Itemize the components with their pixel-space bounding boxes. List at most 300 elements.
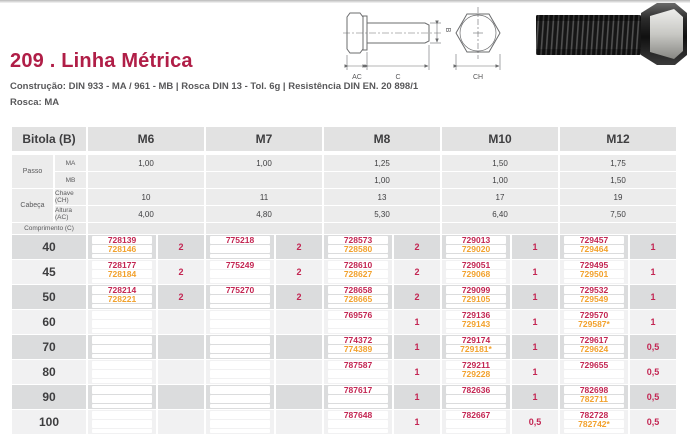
quantity-cell: 1 bbox=[630, 235, 676, 259]
part-number-mb: 729068 bbox=[446, 270, 506, 278]
stripe-blank bbox=[564, 404, 624, 408]
table-header-row bbox=[12, 127, 676, 151]
part-number-ma: 729051 bbox=[446, 261, 506, 269]
stripe-blank bbox=[328, 404, 388, 408]
stripe-blank bbox=[92, 254, 152, 258]
part-number-stack bbox=[206, 335, 274, 359]
part-cell bbox=[560, 335, 676, 359]
part-cell bbox=[324, 385, 440, 409]
part-cell bbox=[88, 335, 204, 359]
part-cell bbox=[442, 335, 558, 359]
spec-value: 4,80 bbox=[206, 206, 322, 222]
thread-type-line: Rosca: MA bbox=[10, 97, 60, 108]
part-number-mb bbox=[328, 395, 388, 403]
part-cell bbox=[206, 360, 322, 384]
part-cell bbox=[88, 285, 204, 309]
part-cell bbox=[206, 385, 322, 409]
quantity-cell bbox=[276, 360, 322, 384]
part-number-mb: 729624 bbox=[564, 345, 624, 353]
quantity-cell bbox=[158, 385, 204, 409]
part-cell bbox=[88, 410, 204, 434]
stripe-blank bbox=[564, 279, 624, 283]
quantity-cell: 1 bbox=[630, 285, 676, 309]
spec-value: 1,50 bbox=[442, 155, 558, 171]
part-number-stack bbox=[324, 410, 392, 434]
quantity-cell bbox=[276, 335, 322, 359]
size-header-m10: M10 bbox=[442, 127, 558, 151]
part-cell bbox=[442, 235, 558, 259]
part-number-stack bbox=[88, 410, 156, 434]
dim-label-b: B bbox=[444, 27, 451, 33]
part-number-mb: 728627 bbox=[328, 270, 388, 278]
part-number-ma: 782728 bbox=[564, 411, 624, 419]
spec-value: 10 bbox=[88, 189, 204, 205]
part-cell bbox=[560, 235, 676, 259]
part-number-mb: 782742* bbox=[564, 420, 624, 428]
part-number-mb bbox=[92, 320, 152, 328]
stripe-blank bbox=[446, 329, 506, 333]
part-number-ma: 729457 bbox=[564, 236, 624, 244]
table-row bbox=[12, 410, 676, 434]
passo-group-label: Passo bbox=[12, 155, 53, 188]
part-number-ma bbox=[92, 311, 152, 319]
part-number-mb bbox=[92, 345, 152, 353]
stripe-blank bbox=[446, 279, 506, 283]
quantity-cell: 2 bbox=[158, 285, 204, 309]
part-number-ma: 769576 bbox=[328, 311, 388, 319]
stripe-blank bbox=[446, 254, 506, 258]
part-number-mb: 728580 bbox=[328, 245, 388, 253]
stripe-blank bbox=[210, 354, 270, 358]
part-number-stack bbox=[324, 335, 392, 359]
part-number-ma: 787648 bbox=[328, 411, 388, 419]
part-cell bbox=[442, 260, 558, 284]
part-number-ma bbox=[210, 411, 270, 419]
part-number-mb bbox=[210, 245, 270, 253]
part-cell bbox=[324, 335, 440, 359]
part-number-stack bbox=[442, 360, 510, 384]
part-cell bbox=[88, 260, 204, 284]
part-cell bbox=[206, 285, 322, 309]
length-cell: 80 bbox=[12, 360, 86, 384]
part-number-stack bbox=[88, 335, 156, 359]
spec-grid bbox=[12, 155, 676, 222]
quantity-cell: 2 bbox=[394, 285, 440, 309]
part-cell bbox=[324, 260, 440, 284]
comprimento-empty-cell bbox=[88, 223, 204, 234]
cabeca-group-label: Cabeça bbox=[12, 189, 53, 222]
part-cell bbox=[324, 285, 440, 309]
quantity-cell bbox=[158, 410, 204, 434]
part-number-mb: 729020 bbox=[446, 245, 506, 253]
quantity-cell bbox=[158, 360, 204, 384]
part-number-ma: 775218 bbox=[210, 236, 270, 244]
stripe-blank bbox=[210, 279, 270, 283]
part-number-stack bbox=[206, 410, 274, 434]
part-number-stack bbox=[442, 310, 510, 334]
comprimento-empty-cell bbox=[206, 223, 322, 234]
stripe-blank bbox=[446, 304, 506, 308]
stripe-blank bbox=[210, 329, 270, 333]
part-number-ma bbox=[92, 336, 152, 344]
stripe-blank bbox=[564, 304, 624, 308]
part-number-ma: 729211 bbox=[446, 361, 506, 369]
stripe-blank bbox=[92, 379, 152, 383]
spec-value: 1,75 bbox=[560, 155, 676, 171]
length-cell: 40 bbox=[12, 235, 86, 259]
length-rows bbox=[12, 235, 676, 434]
part-number-stack bbox=[442, 235, 510, 259]
part-number-ma: 729174 bbox=[446, 336, 506, 344]
part-number-ma: 774372 bbox=[328, 336, 388, 344]
part-number-stack bbox=[206, 260, 274, 284]
quantity-cell: 0,5 bbox=[630, 410, 676, 434]
size-header-m7: M7 bbox=[206, 127, 322, 151]
stripe-blank bbox=[210, 379, 270, 383]
part-number-ma: 729532 bbox=[564, 286, 624, 294]
part-number-mb bbox=[210, 395, 270, 403]
table-row bbox=[12, 310, 676, 334]
part-number-ma bbox=[210, 386, 270, 394]
size-header-m6: M6 bbox=[88, 127, 204, 151]
stripe-blank bbox=[210, 304, 270, 308]
part-number-mb bbox=[92, 395, 152, 403]
part-number-ma: 729617 bbox=[564, 336, 624, 344]
stripe-blank bbox=[328, 304, 388, 308]
part-number-stack bbox=[206, 310, 274, 334]
part-number-stack bbox=[560, 360, 628, 384]
part-cell bbox=[560, 360, 676, 384]
part-cell bbox=[206, 260, 322, 284]
part-number-ma: 782667 bbox=[446, 411, 506, 419]
quantity-cell bbox=[276, 410, 322, 434]
part-number-ma: 775270 bbox=[210, 286, 270, 294]
part-number-mb: 728221 bbox=[92, 295, 152, 303]
part-number-stack bbox=[206, 360, 274, 384]
part-number-ma: 728177 bbox=[92, 261, 152, 269]
part-number-ma: 729099 bbox=[446, 286, 506, 294]
part-number-stack bbox=[206, 385, 274, 409]
part-number-ma: 782636 bbox=[446, 386, 506, 394]
part-number-mb: 729549 bbox=[564, 295, 624, 303]
quantity-cell: 1 bbox=[630, 310, 676, 334]
spec-value: 4,00 bbox=[88, 206, 204, 222]
length-cell: 90 bbox=[12, 385, 86, 409]
part-cell bbox=[324, 310, 440, 334]
quantity-cell: 0,5 bbox=[630, 360, 676, 384]
length-cell: 100 bbox=[12, 410, 86, 434]
quantity-cell: 0,5 bbox=[630, 335, 676, 359]
part-number-ma: 729655 bbox=[564, 361, 624, 369]
spec-value: 1,00 bbox=[442, 172, 558, 188]
part-number-stack bbox=[560, 335, 628, 359]
part-number-stack bbox=[560, 285, 628, 309]
stripe-blank bbox=[92, 404, 152, 408]
stripe-blank bbox=[92, 354, 152, 358]
part-number-ma: 729136 bbox=[446, 311, 506, 319]
page-title: 209 . Linha Métrica bbox=[10, 50, 193, 72]
part-number-mb bbox=[564, 370, 624, 378]
part-number-ma bbox=[92, 411, 152, 419]
quantity-cell: 2 bbox=[158, 260, 204, 284]
part-number-ma: 728658 bbox=[328, 286, 388, 294]
part-cell bbox=[560, 310, 676, 334]
stripe-blank bbox=[564, 254, 624, 258]
part-number-mb: 729105 bbox=[446, 295, 506, 303]
stripe-blank bbox=[564, 354, 624, 358]
quantity-cell: 1 bbox=[394, 310, 440, 334]
quantity-cell: 1 bbox=[630, 260, 676, 284]
product-table bbox=[12, 127, 676, 435]
part-cell bbox=[560, 410, 676, 434]
part-number-ma: 728139 bbox=[92, 236, 152, 244]
stripe-blank bbox=[210, 254, 270, 258]
part-number-mb bbox=[446, 395, 506, 403]
part-number-ma bbox=[210, 336, 270, 344]
spec-value: 11 bbox=[206, 189, 322, 205]
part-number-mb: 729181* bbox=[446, 345, 506, 353]
part-number-ma: 728214 bbox=[92, 286, 152, 294]
part-number-ma: 782698 bbox=[564, 386, 624, 394]
part-cell bbox=[560, 285, 676, 309]
part-number-stack bbox=[442, 335, 510, 359]
quantity-cell: 2 bbox=[276, 235, 322, 259]
spec-value: 1,50 bbox=[560, 172, 676, 188]
part-number-stack bbox=[324, 285, 392, 309]
part-number-stack bbox=[560, 410, 628, 434]
spec-value bbox=[206, 172, 322, 188]
part-number-mb: 728665 bbox=[328, 295, 388, 303]
spec-value: 1,00 bbox=[206, 155, 322, 171]
stripe-blank bbox=[446, 429, 506, 433]
part-cell bbox=[560, 385, 676, 409]
quantity-cell: 1 bbox=[512, 260, 558, 284]
spec-label-mb: MB bbox=[55, 172, 86, 188]
bitola-header: Bitola (B) bbox=[12, 127, 86, 151]
part-number-mb: 729464 bbox=[564, 245, 624, 253]
quantity-cell bbox=[276, 385, 322, 409]
part-number-mb: 728184 bbox=[92, 270, 152, 278]
stripe-blank bbox=[446, 379, 506, 383]
part-number-ma bbox=[92, 361, 152, 369]
part-number-ma: 787587 bbox=[328, 361, 388, 369]
part-number-stack bbox=[560, 385, 628, 409]
part-number-ma: 728610 bbox=[328, 261, 388, 269]
construction-spec-line: Construção: DIN 933 - MA / 961 - MB | Rosca DIN 13 - Tol. 6g | Resistência DIN EN. 20 898/1 bbox=[10, 81, 419, 92]
part-cell bbox=[324, 235, 440, 259]
part-number-stack bbox=[442, 385, 510, 409]
part-number-stack bbox=[324, 385, 392, 409]
part-number-mb bbox=[328, 370, 388, 378]
part-number-stack bbox=[324, 310, 392, 334]
part-cell bbox=[442, 310, 558, 334]
stripe-blank bbox=[210, 404, 270, 408]
part-number-stack bbox=[324, 360, 392, 384]
spec-value: 7,50 bbox=[560, 206, 676, 222]
spec-value: 6,40 bbox=[442, 206, 558, 222]
quantity-cell bbox=[158, 310, 204, 334]
stripe-blank bbox=[564, 379, 624, 383]
spec-value: 17 bbox=[442, 189, 558, 205]
part-number-mb bbox=[210, 420, 270, 428]
part-cell bbox=[206, 335, 322, 359]
part-number-mb: 782711 bbox=[564, 395, 624, 403]
table-row bbox=[12, 360, 676, 384]
quantity-cell: 0,5 bbox=[512, 410, 558, 434]
spec-value: 19 bbox=[560, 189, 676, 205]
quantity-cell: 1 bbox=[512, 285, 558, 309]
part-cell bbox=[442, 410, 558, 434]
quantity-cell: 1 bbox=[394, 360, 440, 384]
part-cell bbox=[88, 310, 204, 334]
comprimento-empty-cell bbox=[324, 223, 440, 234]
part-number-stack bbox=[442, 260, 510, 284]
part-number-stack bbox=[88, 360, 156, 384]
stripe-blank bbox=[328, 354, 388, 358]
part-number-mb: 728146 bbox=[92, 245, 152, 253]
spec-value: 13 bbox=[324, 189, 440, 205]
length-cell: 60 bbox=[12, 310, 86, 334]
bolt-head-face-photo bbox=[650, 9, 683, 59]
comprimento-row bbox=[12, 223, 676, 234]
part-number-ma: 729495 bbox=[564, 261, 624, 269]
quantity-cell: 1 bbox=[394, 385, 440, 409]
stripe-blank bbox=[92, 279, 152, 283]
part-number-mb: 729501 bbox=[564, 270, 624, 278]
part-cell bbox=[206, 410, 322, 434]
size-header-m8: M8 bbox=[324, 127, 440, 151]
stripe-blank bbox=[328, 429, 388, 433]
part-number-ma: 787617 bbox=[328, 386, 388, 394]
quantity-cell bbox=[158, 335, 204, 359]
part-number-stack bbox=[206, 285, 274, 309]
part-number-stack bbox=[560, 310, 628, 334]
part-number-ma: 728573 bbox=[328, 236, 388, 244]
quantity-cell: 2 bbox=[276, 285, 322, 309]
quantity-cell: 1 bbox=[512, 360, 558, 384]
length-cell: 50 bbox=[12, 285, 86, 309]
part-number-stack bbox=[88, 385, 156, 409]
stripe-blank bbox=[92, 429, 152, 433]
part-number-stack bbox=[88, 310, 156, 334]
spec-value bbox=[88, 172, 204, 188]
spec-value: 1,25 bbox=[324, 155, 440, 171]
part-number-mb bbox=[210, 270, 270, 278]
quantity-cell: 1 bbox=[512, 385, 558, 409]
spec-value: 1,00 bbox=[324, 172, 440, 188]
quantity-cell: 2 bbox=[158, 235, 204, 259]
part-number-mb: 729143 bbox=[446, 320, 506, 328]
quantity-cell: 0,5 bbox=[630, 385, 676, 409]
quantity-cell: 1 bbox=[394, 410, 440, 434]
part-number-mb bbox=[92, 420, 152, 428]
stripe-blank bbox=[446, 404, 506, 408]
part-number-mb bbox=[210, 320, 270, 328]
comprimento-label: Comprimento (C) bbox=[12, 223, 86, 234]
part-number-mb bbox=[210, 345, 270, 353]
part-number-mb bbox=[92, 370, 152, 378]
product-photo bbox=[534, 0, 690, 68]
part-number-stack bbox=[560, 260, 628, 284]
part-cell bbox=[442, 285, 558, 309]
stripe-blank bbox=[92, 304, 152, 308]
part-number-mb bbox=[446, 420, 506, 428]
part-cell bbox=[206, 235, 322, 259]
part-number-stack bbox=[324, 260, 392, 284]
part-number-ma: 729013 bbox=[446, 236, 506, 244]
stripe-blank bbox=[446, 354, 506, 358]
table-row bbox=[12, 260, 676, 284]
table-row bbox=[12, 285, 676, 309]
quantity-cell: 1 bbox=[512, 335, 558, 359]
part-number-stack bbox=[88, 260, 156, 284]
technical-drawing bbox=[342, 2, 520, 84]
part-number-stack bbox=[88, 235, 156, 259]
part-number-ma: 775249 bbox=[210, 261, 270, 269]
quantity-cell: 1 bbox=[394, 335, 440, 359]
stripe-blank bbox=[210, 429, 270, 433]
quantity-cell bbox=[276, 310, 322, 334]
table-row bbox=[12, 235, 676, 259]
part-number-stack bbox=[88, 285, 156, 309]
spec-label-chave: Chave (CH) bbox=[55, 189, 86, 205]
part-cell bbox=[88, 385, 204, 409]
part-cell bbox=[442, 385, 558, 409]
stripe-blank bbox=[328, 279, 388, 283]
quantity-cell: 1 bbox=[512, 310, 558, 334]
part-cell bbox=[206, 310, 322, 334]
part-number-ma bbox=[92, 386, 152, 394]
comprimento-empty-cell bbox=[442, 223, 558, 234]
part-cell bbox=[88, 360, 204, 384]
spec-label-altura: Altura (AC) bbox=[55, 206, 86, 222]
table-row bbox=[12, 335, 676, 359]
quantity-cell: 2 bbox=[394, 235, 440, 259]
part-number-ma bbox=[210, 361, 270, 369]
part-number-stack bbox=[324, 235, 392, 259]
part-number-mb: 729587* bbox=[564, 320, 624, 328]
dim-label-ch: CH bbox=[472, 74, 484, 81]
part-number-mb: 774389 bbox=[328, 345, 388, 353]
quantity-cell: 1 bbox=[512, 235, 558, 259]
part-cell bbox=[324, 410, 440, 434]
part-number-mb bbox=[328, 320, 388, 328]
stripe-blank bbox=[564, 329, 624, 333]
part-number-stack bbox=[442, 410, 510, 434]
spec-label-ma: MA bbox=[55, 155, 86, 171]
quantity-cell: 2 bbox=[276, 260, 322, 284]
dim-label-ac: AC bbox=[352, 74, 362, 81]
stripe-blank bbox=[328, 379, 388, 383]
part-number-mb: 729228 bbox=[446, 370, 506, 378]
part-cell bbox=[442, 360, 558, 384]
part-number-stack bbox=[442, 285, 510, 309]
part-number-mb bbox=[210, 370, 270, 378]
stripe-blank bbox=[564, 429, 624, 433]
part-number-ma: 729570 bbox=[564, 311, 624, 319]
part-number-mb bbox=[328, 420, 388, 428]
table-row bbox=[12, 385, 676, 409]
size-header-m12: M12 bbox=[560, 127, 676, 151]
spec-value: 5,30 bbox=[324, 206, 440, 222]
length-cell: 45 bbox=[12, 260, 86, 284]
part-number-stack bbox=[206, 235, 274, 259]
part-number-stack bbox=[560, 235, 628, 259]
spec-value: 1,00 bbox=[88, 155, 204, 171]
quantity-cell: 2 bbox=[394, 260, 440, 284]
part-cell bbox=[88, 235, 204, 259]
stripe-blank bbox=[328, 254, 388, 258]
